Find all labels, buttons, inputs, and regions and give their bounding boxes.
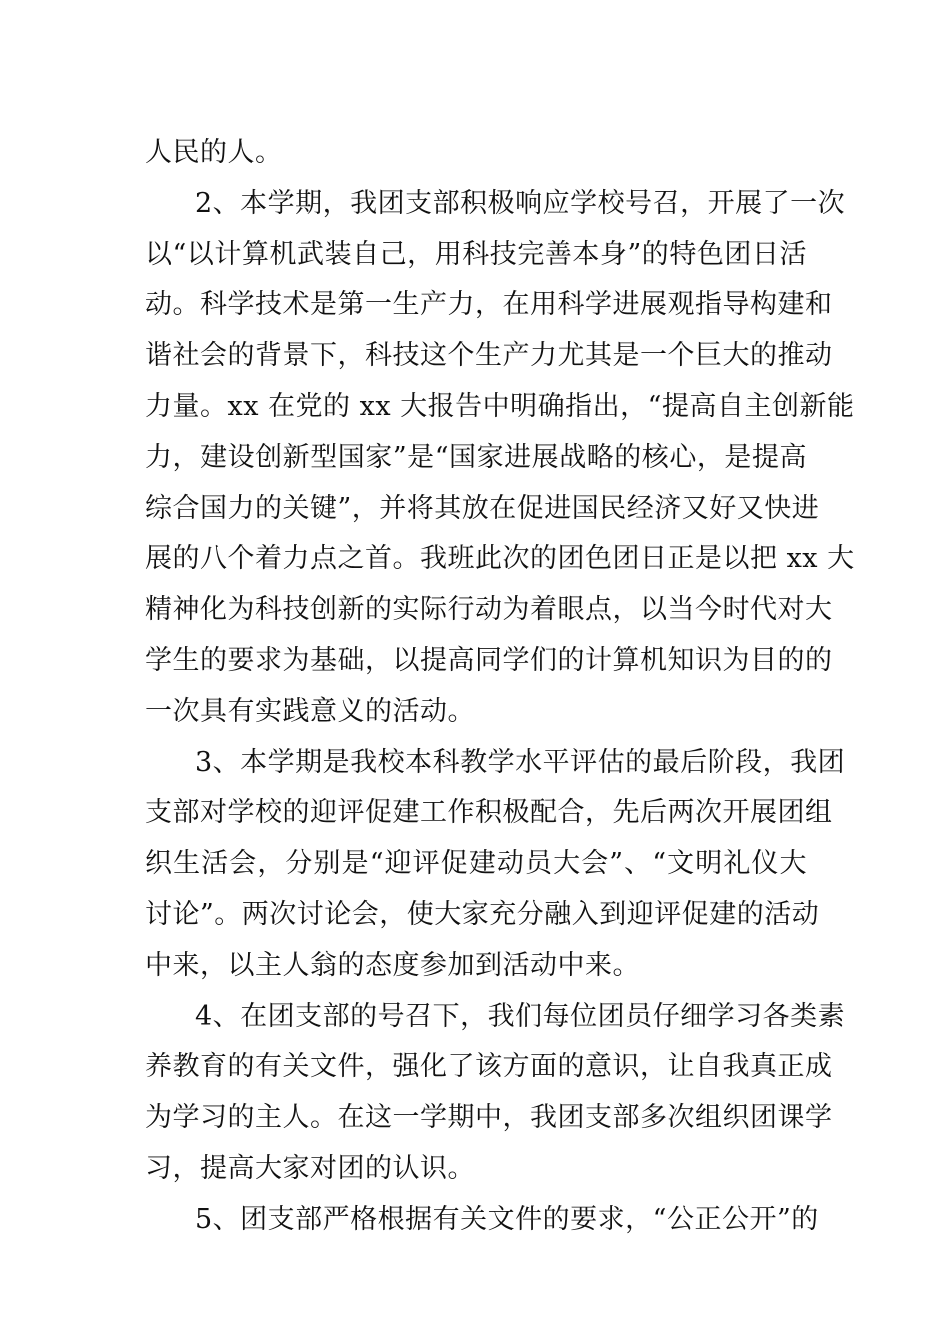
text-line: 2、本学期，我团支部积极响应学校号召，开展了一次 — [195, 187, 846, 219]
text-line: 以“以计算机武装自己，用科技完善本身”的特色团日活 — [145, 238, 807, 270]
text-line: 精神化为科技创新的实际行动为着眼点，以当今时代对大 — [145, 594, 833, 626]
text-line: 4、在团支部的号召下，我们每位团员仔细学习各类素 — [195, 1000, 846, 1032]
text-line: 为学习的主人。在这一学期中，我团支部多次组织团课学 — [145, 1102, 833, 1134]
text-line: 中来，以主人翁的态度参加到活动中来。 — [145, 949, 640, 981]
text-line: 习，提高大家对团的认识。 — [145, 1152, 475, 1184]
text-line: 展的八个着力点之首。我班此次的团色团日正是以把 xx 大 — [145, 543, 855, 575]
text-line: 动。科学技术是第一生产力，在用科学进展观指导构建和 — [145, 289, 833, 321]
text-line: 一次具有实践意义的活动。 — [145, 695, 475, 727]
text-line: 支部对学校的迎评促建工作积极配合，先后两次开展团组 — [145, 797, 833, 829]
text-line: 养教育的有关文件，强化了该方面的意识，让自我真正成 — [145, 1051, 833, 1083]
text-line: 谐社会的背景下，科技这个生产力尤其是一个巨大的推动 — [145, 340, 833, 372]
text-line: 织生活会，分别是“迎评促建动员大会”、“文明礼仪大 — [145, 848, 807, 880]
text-line: 讨论”。两次讨论会，使大家充分融入到迎评促建的活动 — [145, 898, 820, 930]
text-line: 力，建设创新型国家”是“国家进展战略的核心，是提高 — [145, 441, 807, 473]
text-line: 综合国力的关键”，并将其放在促进国民经济又好又快进 — [145, 492, 820, 524]
text-line: 3、本学期是我校本科教学水平评估的最后阶段，我团 — [195, 746, 846, 778]
text-line: 人民的人。 — [145, 137, 283, 168]
body-text — [145, 128, 855, 1246]
text-line: 5、团支部严格根据有关文件的要求，“公正公开”的 — [195, 1203, 819, 1235]
text-line: 学生的要求为基础，以提高同学们的计算机知识为目的的 — [145, 644, 833, 676]
text-line: 力量。xx 在党的 xx 大报告中明确指出，“提高自主创新能 — [145, 390, 855, 422]
